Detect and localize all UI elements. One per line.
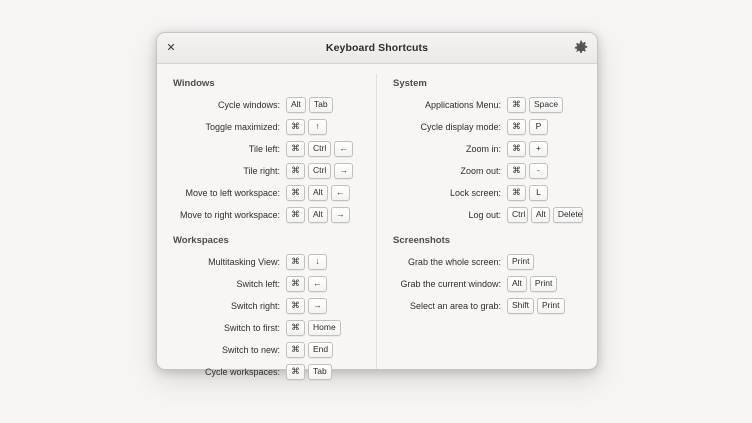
key-cap: → (331, 207, 350, 223)
shortcut-label: Select an area to grab: (409, 301, 501, 311)
shortcut-row (171, 97, 362, 113)
group-screenshots (391, 235, 583, 314)
window-title: Keyboard Shortcuts (325, 42, 429, 54)
window-titlebar[interactable] (157, 33, 597, 64)
key-cap: Tab (308, 364, 332, 380)
shortcut-label: Switch right: (230, 301, 280, 311)
group-title-system: System (393, 78, 427, 89)
key-cap: ⌘ (286, 254, 305, 270)
shortcut-label: Cycle workspaces: (204, 367, 280, 377)
key-cap: ⌘ (286, 298, 305, 314)
shortcut-row (391, 185, 583, 201)
shortcut-row (391, 254, 583, 270)
shortcut-row (391, 298, 583, 314)
shortcut-row (391, 97, 583, 113)
shortcut-label: Switch to new: (221, 345, 280, 355)
shortcut-keys (507, 185, 583, 201)
key-cap: ⌘ (286, 320, 305, 336)
shortcut-row (171, 342, 362, 358)
shortcut-keys (507, 254, 583, 270)
shortcut-row (171, 276, 362, 292)
shortcut-label: Switch left: (236, 279, 280, 289)
key-cap: ⌘ (507, 141, 526, 157)
group-title-windows: Windows (173, 78, 215, 89)
key-cap: ← (308, 276, 327, 292)
shortcut-keys (507, 141, 583, 157)
window-body (157, 64, 597, 377)
key-cap: P (529, 119, 548, 135)
shortcut-label: Tile left: (248, 144, 280, 154)
shortcut-keys (286, 119, 362, 135)
group-windows (171, 78, 362, 223)
shortcut-label: Tile right: (243, 166, 280, 176)
shortcut-keys (507, 119, 583, 135)
key-cap: ⌘ (286, 207, 305, 223)
group-workspaces (171, 235, 362, 380)
key-cap: → (308, 298, 327, 314)
shortcut-label: Zoom out: (460, 166, 501, 176)
shortcut-label: Switch to first: (223, 323, 280, 333)
shortcut-label: Grab the whole screen: (407, 257, 501, 267)
key-cap: ⌘ (507, 97, 526, 113)
key-cap: ⌘ (286, 163, 305, 179)
shortcut-row (171, 119, 362, 135)
shortcut-row (171, 185, 362, 201)
key-cap: Alt (308, 207, 328, 223)
shortcut-row (391, 207, 583, 223)
key-cap: Shift (507, 298, 534, 314)
key-cap: ⌘ (286, 364, 305, 380)
key-cap: End (308, 342, 333, 358)
shortcut-row (171, 141, 362, 157)
shortcut-label: Lock screen: (449, 188, 501, 198)
shortcut-keys (286, 141, 362, 157)
shortcut-row (391, 276, 583, 292)
shortcut-label: Cycle windows: (217, 100, 280, 110)
shortcut-row (391, 119, 583, 135)
key-cap: Home (308, 320, 341, 336)
key-cap: Print (530, 276, 557, 292)
shortcut-keys (507, 276, 583, 292)
key-cap: ⌘ (507, 185, 526, 201)
shortcut-row (171, 163, 362, 179)
key-cap: ⌘ (286, 276, 305, 292)
shortcut-label: Toggle maximized: (205, 122, 280, 132)
key-cap: Alt (286, 97, 306, 113)
shortcut-keys (507, 298, 583, 314)
key-cap: Ctrl (308, 163, 331, 179)
shortcut-row (171, 364, 362, 380)
shortcut-label: Log out: (468, 210, 501, 220)
shortcut-label: Move to right workspace: (179, 210, 280, 220)
shortcut-keys (286, 276, 362, 292)
key-cap: Ctrl (507, 207, 528, 223)
shortcut-row (391, 141, 583, 157)
shortcut-columns (157, 74, 597, 377)
keyboard-shortcuts-window (156, 32, 598, 377)
shortcut-row (171, 320, 362, 336)
shortcut-label: Zoom in: (465, 144, 501, 154)
key-cap: L (529, 185, 548, 201)
shortcut-row (171, 207, 362, 223)
shortcut-label: Applications Menu: (424, 100, 501, 110)
key-cap: ⌘ (286, 342, 305, 358)
group-title-screenshots: Screenshots (393, 235, 451, 246)
shortcut-keys (286, 97, 362, 113)
shortcut-keys (286, 163, 362, 179)
key-cap: Ctrl (308, 141, 331, 157)
key-cap: ⌘ (286, 119, 305, 135)
shortcut-keys (286, 364, 362, 380)
key-cap: Tab (309, 97, 333, 113)
shortcut-keys (286, 342, 362, 358)
shortcut-keys (507, 97, 583, 113)
key-cap: - (529, 163, 548, 179)
shortcut-keys (286, 185, 362, 201)
key-cap: ← (331, 185, 350, 201)
key-cap: ⌘ (507, 163, 526, 179)
close-icon[interactable]: ✕ (166, 42, 176, 54)
key-cap: → (334, 163, 353, 179)
key-cap: ⌘ (286, 185, 305, 201)
right-column (377, 74, 597, 369)
shortcut-keys (286, 207, 362, 223)
gear-icon[interactable] (572, 39, 590, 57)
left-column (157, 74, 377, 377)
key-cap: ↑ (308, 119, 327, 135)
group-title-workspaces: Workspaces (173, 235, 229, 246)
shortcut-label: Multitasking View: (208, 257, 280, 267)
key-cap: Alt (308, 185, 328, 201)
key-cap: Print (537, 298, 564, 314)
shortcut-keys (286, 298, 362, 314)
shortcut-keys (286, 320, 362, 336)
key-cap: ⌘ (507, 119, 526, 135)
shortcut-label: Cycle display mode: (420, 122, 501, 132)
shortcut-row (391, 163, 583, 179)
key-cap: Space (529, 97, 563, 113)
shortcut-row (171, 298, 362, 314)
shortcut-keys (507, 207, 583, 223)
key-cap: ← (334, 141, 353, 157)
key-cap: + (529, 141, 548, 157)
shortcut-label: Move to left workspace: (185, 188, 280, 198)
key-cap: ↓ (308, 254, 327, 270)
key-cap: Alt (507, 276, 527, 292)
key-cap: ⌘ (286, 141, 305, 157)
shortcut-label: Grab the current window: (400, 279, 501, 289)
key-cap: Alt (531, 207, 550, 223)
shortcut-row (171, 254, 362, 270)
shortcut-keys (507, 163, 583, 179)
key-cap: Print (507, 254, 534, 270)
shortcut-keys (286, 254, 362, 270)
group-system (391, 78, 583, 223)
key-cap: Delete (553, 207, 583, 223)
